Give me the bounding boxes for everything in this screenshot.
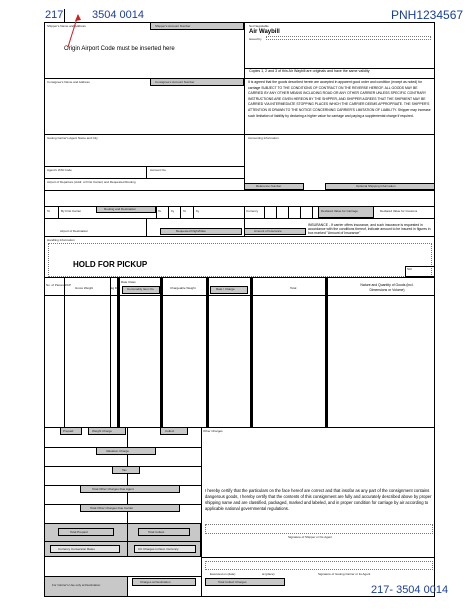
consignee-account-label: Consignee's Account Number (155, 80, 195, 84)
airport-destination-label: Airport of Destination (60, 229, 89, 233)
cc-charges-label: CC Charges in Dest. Currency (138, 547, 179, 551)
footer-awb-number: 217- 3504 0014 (371, 584, 449, 596)
conditions-text: It is agreed that the goods described herein are accepted in apparent good order and condition (except as noted) for carriage SUBJECT TO THE CONDITIONS OF CONTRACT ON THE REVERSE HEREOF. ALL GOODS MAY BE CARRIED BY ANY OTHER MEANS INCLUDING ROAD OR ANY OTHER CARRIER UNLESS SPECIFIC CONTRARY INSTRUCTIONS ARE GIVEN HEREON BY THE SHIPPER, AND SHIPPER AGREES THAT THE SHIPMENT MAY BE CARRIED VIA INTERMEDIATE STOPPING PLACES WHICH THE CARRIER DEEMS APPROPRIATE. THE SHIPPER'S ATTENTION IS DRAWN TO THE NOTICE CONCERNING CARRIER'S LIMITATION OF LIABILITY. Shipper may increase such limitation of liability by declaring a higher value for carriage and paying a supplemental charge if required. (248, 80, 431, 118)
to-label-3: To (183, 209, 187, 213)
execution-field[interactable] (205, 561, 433, 570)
sci-label: SCI (407, 267, 413, 271)
declared-carriage-label: Declared Value for Carriage (321, 209, 358, 213)
shipper-signature-field[interactable] (205, 524, 433, 534)
amount-insurance-label: Amount of Insurance (254, 229, 282, 233)
total-collect-label: Total Collect (148, 530, 165, 534)
account-no-label: Account No. (150, 168, 167, 172)
airline-prefix: 217 (45, 9, 64, 21)
handling-info-label: Handling Information (47, 238, 75, 242)
shipper-account-label: Shipper's Account Number (155, 24, 191, 28)
optional-shipping-label: Optional Shipping Information (356, 184, 396, 188)
nature-quantity-label: Nature and Quantity of Goods (incl. Dimensions or Volume) (360, 283, 414, 292)
requested-flight-label: Requested Flight/Date (176, 229, 206, 233)
total-other-carrier-label: Total Other Charges Due Carrier (90, 506, 134, 510)
signature-carrier-label: Signature of Issuing Carrier or its Agent (318, 572, 371, 576)
serial-number: 3504 0014 (92, 9, 144, 21)
for-carrier-use-label: For Carrier's Use only at Destination (52, 583, 101, 587)
to-label: To (47, 209, 51, 213)
consignee-name-label: Consignee's Name and Address (47, 80, 90, 84)
signature-shipper-label: Signature of Shipper or his Agent (288, 535, 333, 539)
chargeable-weight-label: Chargeable Weight (170, 286, 196, 290)
issued-by-label: issued by (249, 37, 262, 41)
shipper-certification: I hereby certify that the particulars on the face hereof are correct and that insofar as any part of the consignment contains dangerous goods, I hereby certify that the contents of this consignment are fully and accurately described above by proper shipping name and are classified, packaged, marked and labeled, and in proper condition for carriage by air according to applicable national governmental regulations. (205, 488, 432, 511)
airport-departure-label: Airport of Departure (Addr. of First Carrier) and Requested Routing (47, 180, 136, 184)
issuer-field[interactable] (266, 36, 431, 40)
handling-text: HOLD FOR PICKUP (73, 260, 148, 269)
other-charges-label: Other Charges (203, 429, 223, 433)
total-label: Total (290, 286, 297, 290)
by-first-carrier-label: By First Carrier (61, 209, 82, 213)
by-label-2: by (196, 209, 200, 213)
currency-label: Currency (246, 209, 259, 213)
commodity-item-label: Commodity Item No. (127, 287, 155, 291)
prepaid-label: Prepaid (63, 429, 74, 433)
pieces-label: No. of Pieces RCP (46, 283, 72, 287)
by-label: by (171, 209, 175, 213)
at-place-label: at (place) (262, 572, 275, 576)
agent-iata-label: Agent's IATA Code (47, 168, 72, 172)
shipper-name-label: Shipper's Name and Address (47, 24, 86, 28)
weight-charge-label: Weight Charge (92, 429, 112, 433)
rate-class-label: Rate Class (121, 280, 136, 284)
reference-number: PNH1234567 (391, 8, 464, 22)
total-prepaid-label: Total Prepaid (70, 530, 88, 534)
insurance-text: INSURANCE - If carrier offers insurance, and such insurance is requested in accordance with the conditions thereof, indicate amount to be insured in figures in box marked "Amount of Insurance" (308, 223, 431, 236)
gross-weight-label: Gross Weight (75, 286, 94, 290)
collect-label: Collect (165, 429, 175, 433)
rate-charge-label: Rate / Charge (216, 287, 235, 291)
total-other-agent-label: Total Other Charges Due Agent (92, 487, 134, 491)
valuation-charge-label: Valuation Charge (106, 449, 129, 453)
declared-customs-label: Declared Value for Customs (380, 209, 418, 213)
origin-airport-annotation: Origin Airport Code must be inserted here (64, 46, 175, 52)
kg-lb-label: kg lb (111, 286, 118, 290)
charges-destination-label: Charges at Destination (140, 580, 171, 584)
agent-name-label: Issuing Carrier's Agent Name and City (47, 136, 98, 140)
accounting-info-label: Accounting Information (248, 136, 279, 140)
copies-notice: Copies 1, 2 and 3 of this Air Waybill are originals and have the same validity (249, 69, 370, 73)
not-negotiable-label: Not Negotiable (249, 24, 269, 28)
reference-number-label: Reference Number (256, 184, 282, 188)
air-waybill-title: Air Waybill (249, 29, 280, 35)
executed-on-label: Executed on (date) (210, 572, 236, 576)
tax-label: Tax (122, 468, 127, 472)
currency-conversion-label: Currency Conversion Rates (58, 547, 95, 551)
to-label-2: To (158, 209, 162, 213)
total-collect-charges-label: Total Collect Charges (218, 580, 247, 584)
routing-destination-label: Routing and Destination (104, 207, 137, 211)
